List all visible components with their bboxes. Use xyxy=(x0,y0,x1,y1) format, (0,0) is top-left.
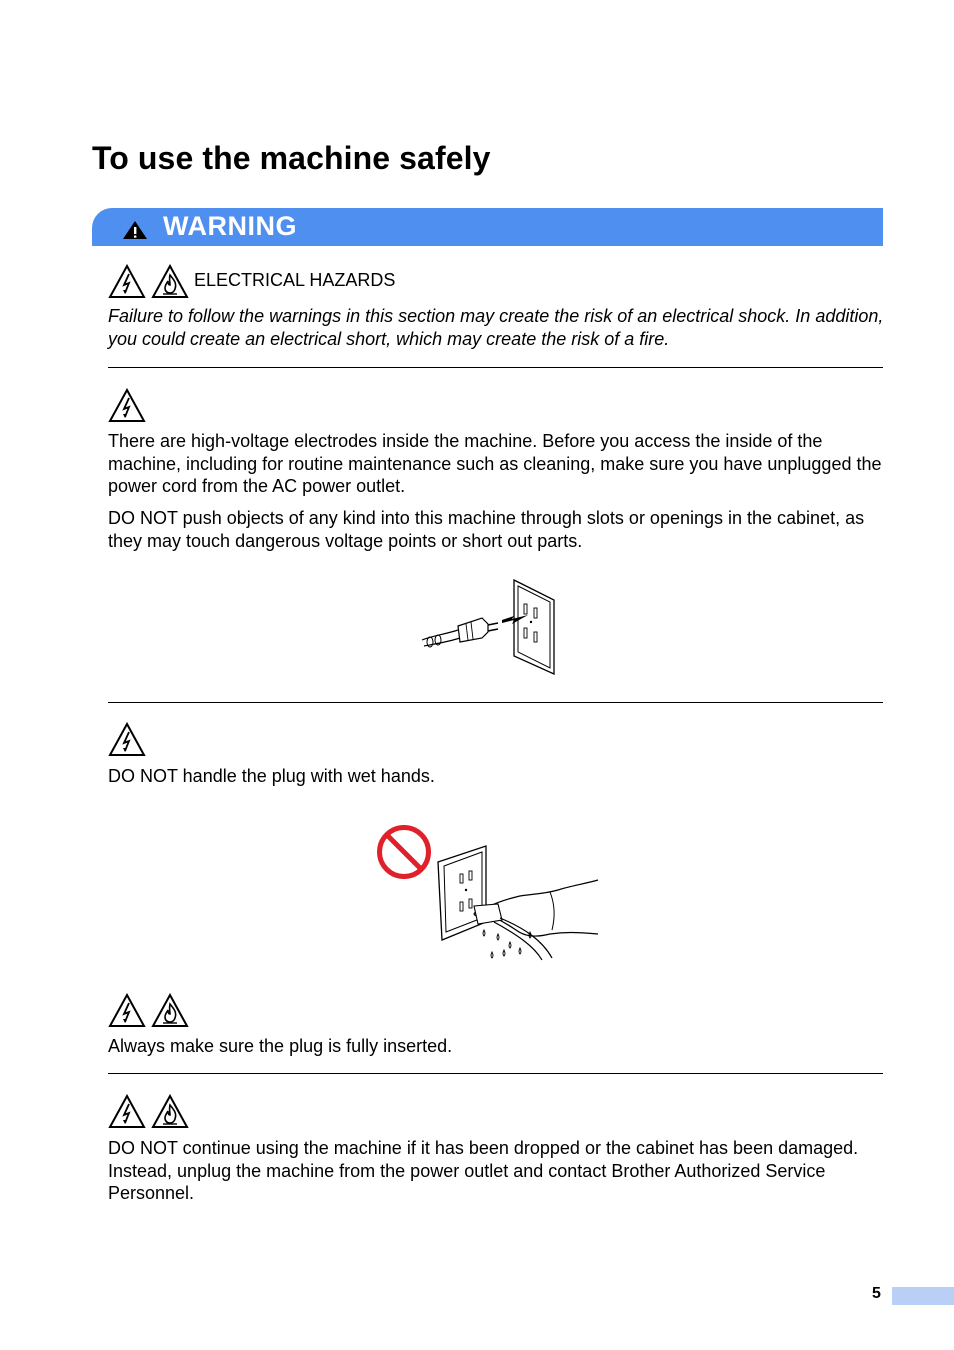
no-wet-hands-illustration xyxy=(374,822,604,962)
section-4-paragraph-1: DO NOT continue using the machine if it has been dropped or the cabinet has been damaged. Instead, unplug the machine from the power outlet and contact Brother Authorized Service Personnel. xyxy=(108,1138,859,1203)
page-number: 5 xyxy=(872,1285,881,1302)
warning-label: WARNING xyxy=(163,211,297,241)
divider xyxy=(108,367,883,368)
hazard-header-label: ELECTRICAL HAZARDS xyxy=(194,270,396,290)
electric-shock-icon xyxy=(108,993,146,1028)
divider xyxy=(108,1073,883,1074)
fire-hazard-icon xyxy=(151,1094,189,1129)
electric-shock-icon xyxy=(108,264,146,299)
section-1-paragraph-1: There are high-voltage electrodes inside the machine. Before you access the inside of the machine, including for routine maintenance such as cleaning, make sure you have unplugged the power cord from the AC power outlet. xyxy=(108,431,882,496)
electric-shock-icon xyxy=(108,722,146,757)
fire-hazard-icon xyxy=(151,264,189,299)
electric-shock-icon xyxy=(108,388,146,423)
warning-triangle-icon xyxy=(122,220,148,240)
intro-text: Failure to follow the warnings in this section may create the risk of an electrical shock. In addition, you could create an electrical short, which may create the risk of a fire. xyxy=(108,306,884,349)
section-2-paragraph-1: DO NOT handle the plug with wet hands. xyxy=(108,766,435,786)
page-title: To use the machine safely xyxy=(92,140,491,176)
unplug-from-outlet-illustration xyxy=(418,578,560,676)
page-tab xyxy=(892,1287,954,1305)
divider xyxy=(108,702,883,703)
warning-banner xyxy=(92,208,883,246)
section-1-paragraph-2: DO NOT push objects of any kind into this machine through slots or openings in the cabinet, as they may touch dangerous voltage points or short out parts. xyxy=(108,508,865,551)
electric-shock-icon xyxy=(108,1094,146,1129)
fire-hazard-icon xyxy=(151,993,189,1028)
section-3-paragraph-1: Always make sure the plug is fully inserted. xyxy=(108,1036,453,1056)
